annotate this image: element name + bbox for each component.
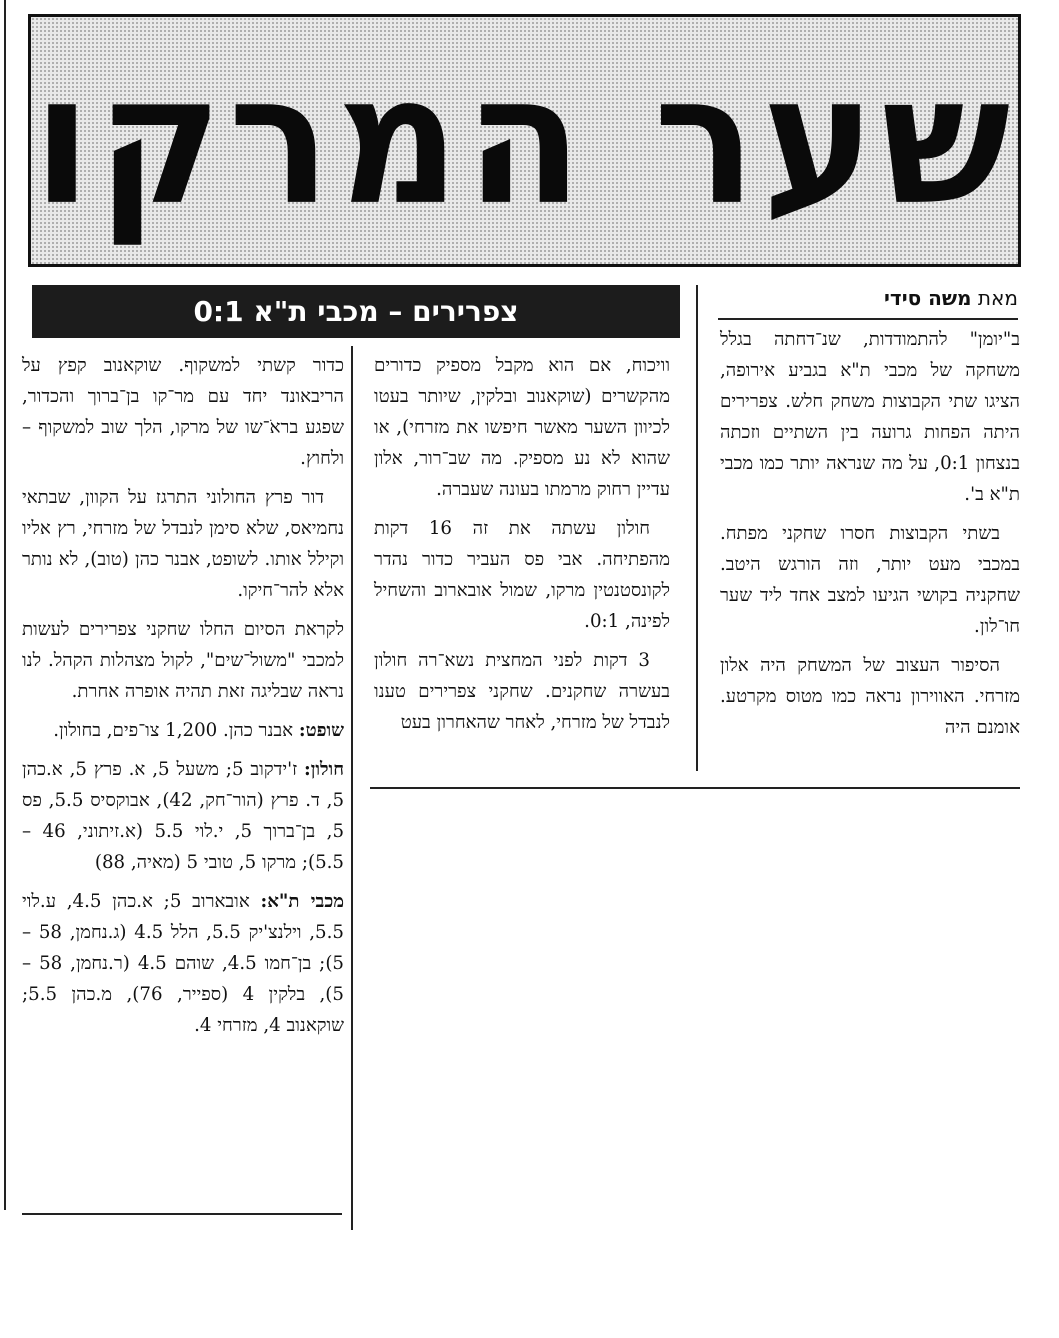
- article-column-middle: [374, 350, 670, 746]
- paragraph: דור פרץ החולוני התרגז על הקוון, שבתאי נחמיאס, שלא סימן לנבדל של מזרחי, רץ אליו וקילל אותו. לשופט, אבנר כהן (טוב), לא נותר אלא להר־חיקו.: [22, 487, 344, 601]
- byline: [718, 286, 1018, 310]
- column-divider: [696, 285, 698, 771]
- subhead-bar: [32, 285, 680, 338]
- article-column-left: [22, 350, 344, 1049]
- stats-text: ז'ידקוב 5; משעל 5, א. פרץ 5, א.כהן 5, ד. פרץ (הור־חק, 42), אבוקסיס 5.5, פס 5, בן־ברוך 5, י.לוי 5.5 (א.זיתוני, 46 – 5.5); מרקו 5, טובי 5 (מאיה, 88): [22, 759, 345, 873]
- column-divider: [351, 346, 353, 1230]
- byline-author: משה סידי: [884, 286, 972, 310]
- paragraph: 3 דקות לפני המחצית נשא־רה חולון בעשרה שחקנים. שחקני צפרירים טענו לנבדל של מזרחי, לאחר שהאחרון בעט: [374, 650, 670, 733]
- paragraph: בשתי הקבוצות חסרו שחקני מפתח. במכבי מעט יותר, וזה הורגש היטב. שחקניה בקושי הגיעו למצב אחד ליד שער חו־לון.: [720, 523, 1020, 637]
- stats-label: שופט:: [298, 720, 344, 741]
- subhead-score: צפרירים – מכבי ת"א 0:1: [193, 295, 519, 328]
- stats-holon-lineup: [22, 754, 344, 878]
- stats-text: אובארוב 5; א.כהן 4.5, ע.לוי 5.5, וילנצ'יק 5.5, הלל 4.5 (ג.נחמן, 58 – 5); בן־חמו 4.5, שוהם 4.5 (ר.נחמן, 58 – 5), בלקין 4 (ספייר, 76), מ.כהן 5.5; שוקאנוב 4, מזרחי 4.: [22, 891, 344, 1036]
- stats-referee: [22, 715, 344, 746]
- headline: שער המרקו: [32, 36, 1017, 245]
- byline-divider: [718, 318, 1018, 320]
- paragraph: לקראת הסיום החלו שחקני צפרירים לעשות למכבי "משול־שים", לקול מצהלות הקהל. לנו נראה שבליגה זאת תהיה אופרה אחרת.: [22, 619, 344, 702]
- paragraph: הסיפור העצוב של המשחק היה אלון מזרחי. האווירון נראה כמו מטוס מקרטע. אומנם היה: [720, 655, 1020, 738]
- stats-text: אבנר כהן. 1,200 צו־פים, בחולון.: [53, 720, 294, 741]
- byline-prefix: מאת: [977, 286, 1018, 310]
- stats-label: מכבי ת"א:: [260, 891, 344, 912]
- paragraph: חולון עשתה את זה 16 דקות מהפתיחה. אבי פס העביר כדור נהדר לקונסטנטין מרקו, שמול אובארוב והשחיל לפינה, 0:1.: [374, 518, 670, 632]
- paragraph: ב"יומן" להתמודדות, שנ־דחתה בגלל משחקה של מכבי ת"א בגביע אירופה, הציגו שתי הקבוצות משחק חלש. צפרירים היתה הפחות גרועה בין השתיים וזכתה בנצחון 0:1, על מה שנראה יותר כמו מכבי ת"א ב'.: [720, 329, 1020, 505]
- paragraph: כדור קשתי למשקוף. שוקאנוב קפץ על הריבאונד יחד עם מר־קו בן־ברוך והכדור, שפגע בראֹ־שו של מרקו, הלך שוב למשקוף – ולחוץ.: [22, 355, 344, 469]
- article-column-right: [720, 324, 1020, 751]
- paragraph: וויכוח, אם הוא מקבל מספיק כדורים מהקשרים (שוקאנוב ובלקין, שיותר בעטו לכיוון השער מאשר חיפשו את מזרחי), או שהוא לא נע מספיק. מה שב־רור, אלון עדיין רחוק מרמתו בעונה שעברה.: [374, 355, 670, 500]
- page-left-rule: [4, 0, 6, 1210]
- headline-banner: [28, 14, 1021, 267]
- stats-label: חולון:: [304, 759, 344, 780]
- section-end-rule: [22, 1213, 342, 1215]
- stats-maccabi-lineup: [22, 886, 344, 1041]
- section-end-rule: [370, 787, 1020, 789]
